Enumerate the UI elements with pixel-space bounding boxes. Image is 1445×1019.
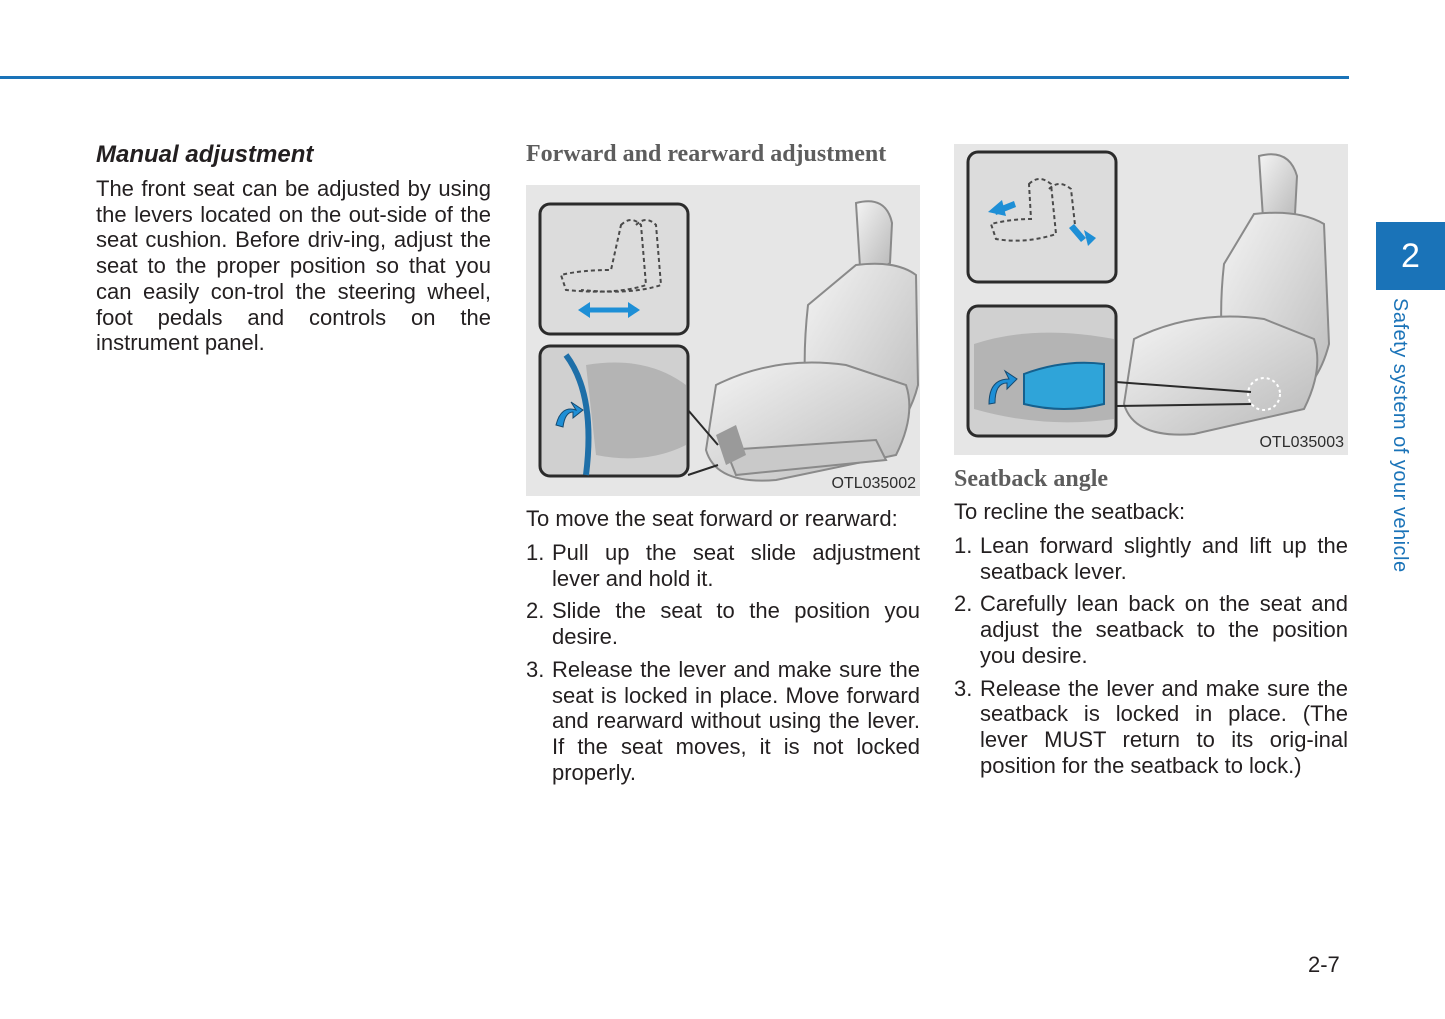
seatback-figure [954,144,1348,455]
seatback-illustration [954,144,1348,455]
seatback-steps [954,533,1348,778]
recline-inset [968,152,1116,282]
seat-illustration [1124,154,1329,434]
manual-adjustment-heading: Manual adjustment [96,141,314,168]
forward-rearward-intro: To move the seat forward or rearward: [526,506,898,531]
header-rule [0,76,1349,79]
lever-inset [540,346,718,476]
seat-illustration [706,201,918,480]
column-seatback-angle [954,144,1348,785]
manual-adjustment-body: The front seat can be adjusted by using the levers located on the out-side of the seat cushion. Before driv-ing, adjust the seat to the proper position so that you can easily con-trol the steering wheel, foot pedals and controls on the instrument panel. [96,176,491,356]
page-number: 2-7 [1308,952,1340,977]
list-item: 1. Pull up the seat slide adjustment lever and hold it. [526,540,920,591]
list-item: 3. Release the lever and make sure the seatback is locked in place. (The lever MUST return to its orig-inal position for the seatback to lock.) [954,675,1348,778]
seatback-intro: To recline the seatback: [954,499,1186,524]
forward-rearward-heading: Forward and rearward adjustment [526,141,887,167]
seat-slide-illustration [526,185,920,496]
seat-slide-figure [526,185,920,496]
column-manual-adjustment [96,140,491,356]
forward-rearward-steps [526,540,920,785]
column-forward-rearward [526,140,920,792]
seatback-angle-heading: Seatback angle [954,466,1109,492]
list-item: 2. Carefully lean back on the seat and adjust the seatback to the position you desire. [954,591,1348,668]
seat-slide-inset [540,204,688,334]
list-item: 3. Release the lever and make sure the seat is locked in place. Move forward and rearward without using the lever. If the seat moves, it is not locked properly. [526,656,920,785]
list-item: 2. Slide the seat to the position you desire. [526,598,920,650]
chapter-number-tab: 2 [1376,222,1445,290]
figure-code-otl035002: OTL035002 [831,475,916,492]
list-item: 1. Lean forward slightly and lift up the seatback lever. [954,533,1348,584]
chapter-title: Safety system of your vehicle [1389,298,1411,573]
figure-code-otl035003: OTL035003 [1259,434,1344,451]
